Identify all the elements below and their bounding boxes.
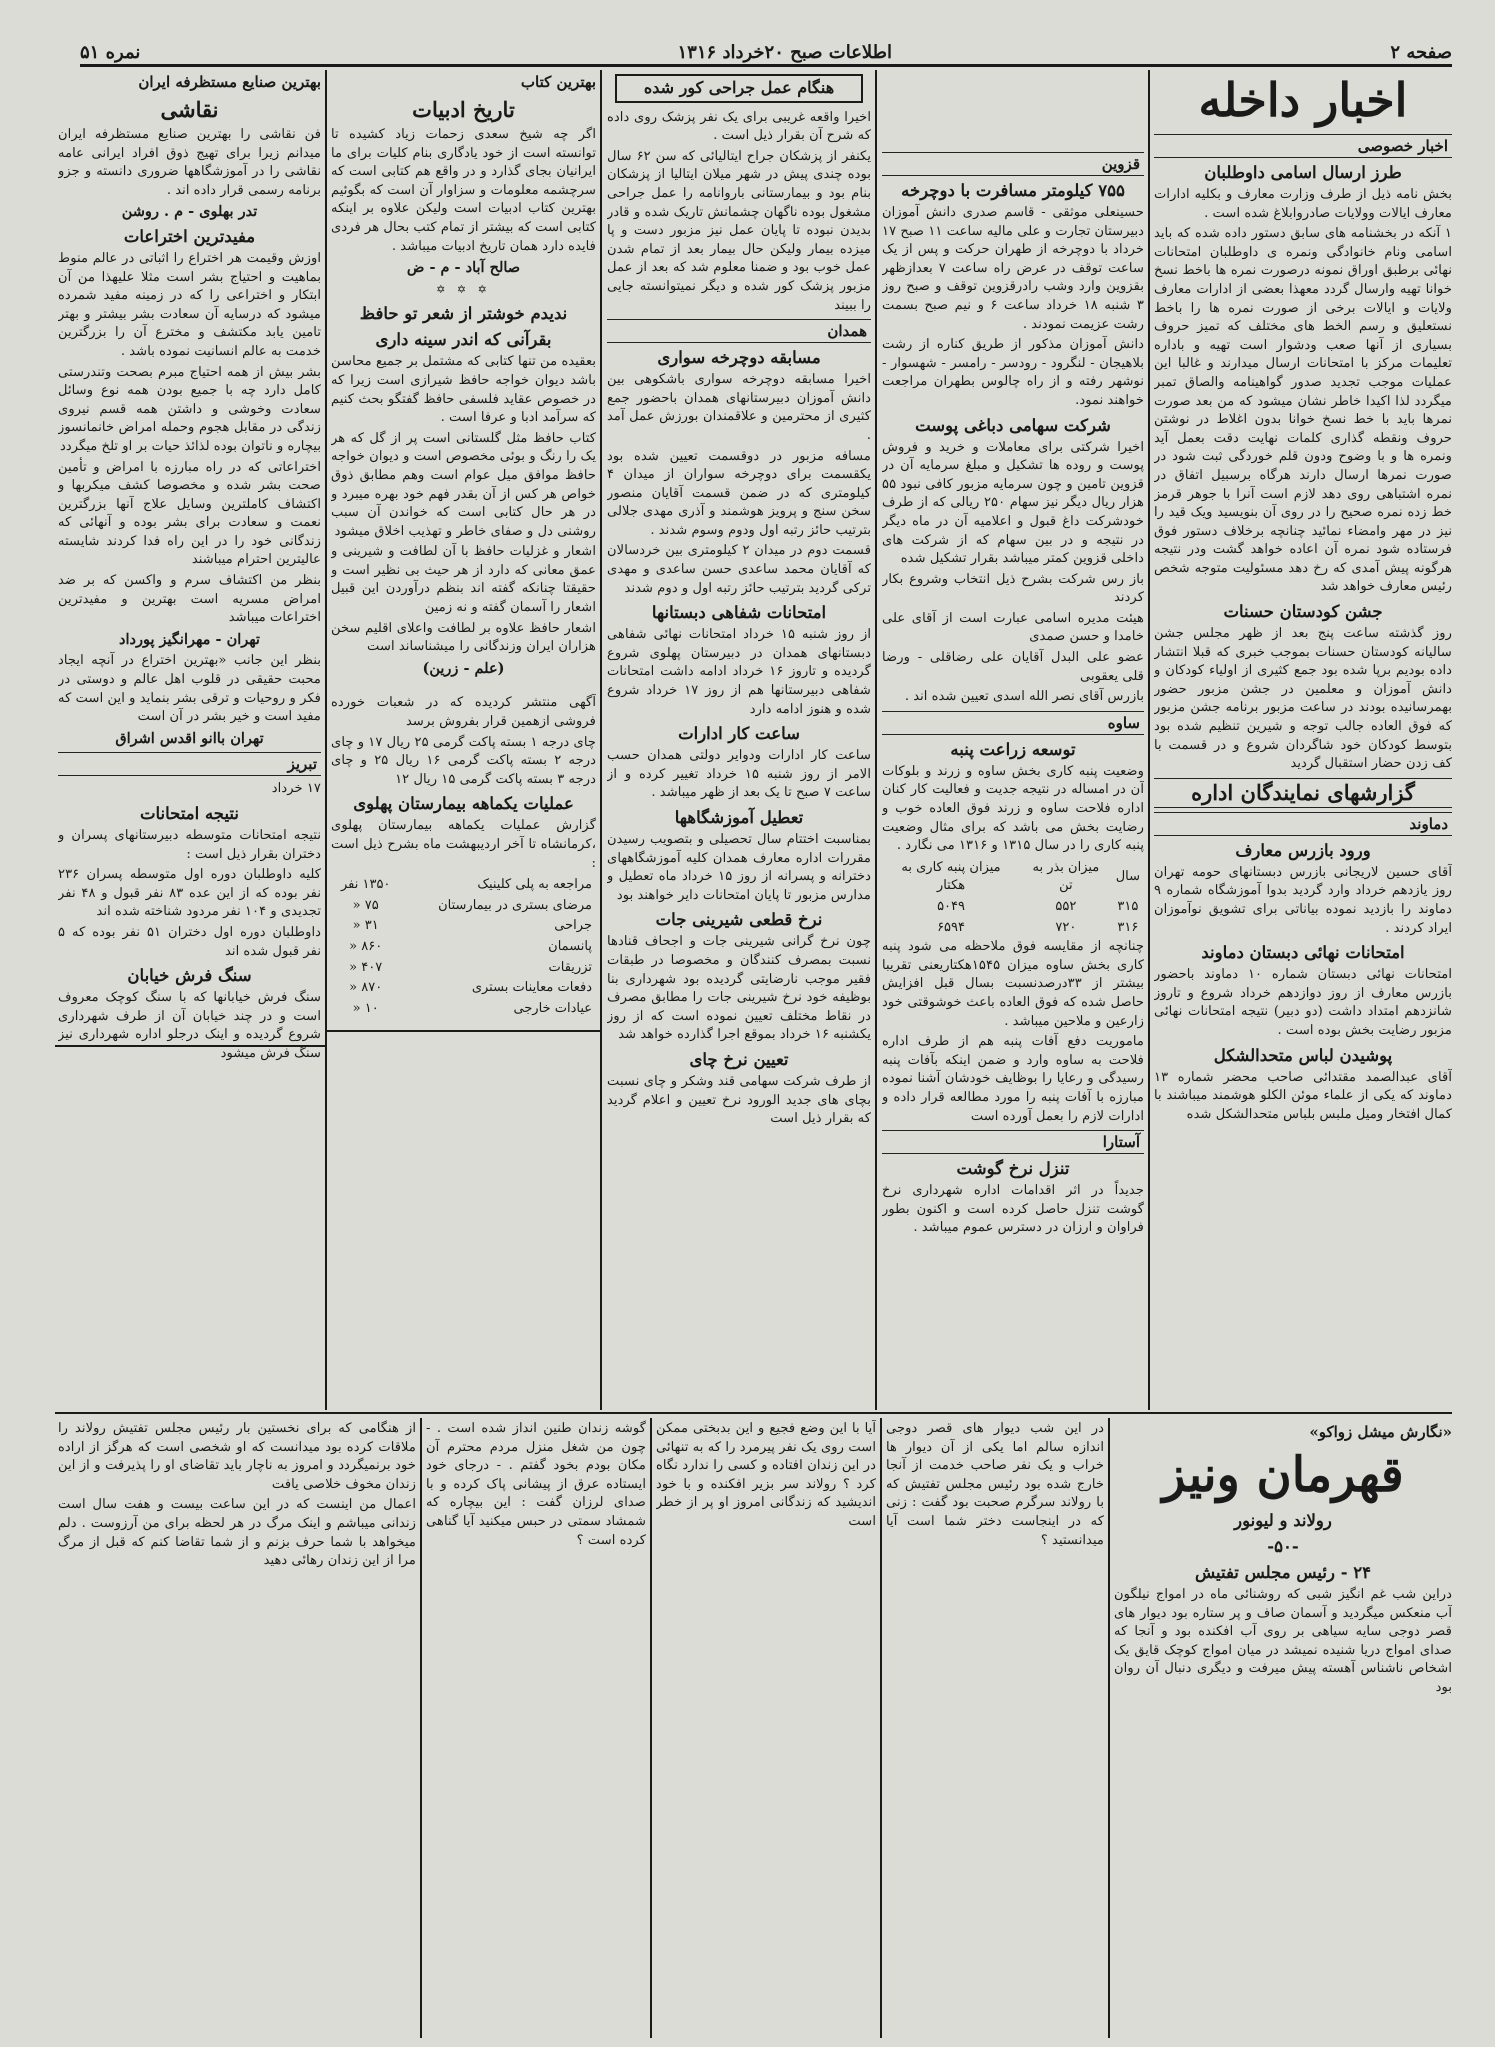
serial-text: از هنگامی که برای نخستین بار رئیس مجلس تفتیش رولاند را ملاقات کرده بود میدانست که او شخصی است که هرگز از اراده خود برنمیگردد و امروز به ناچار باید تقاضای او را پذیرفت و از این زندان مخوف خلاصی یافت xyxy=(58,1421,416,1492)
table-header: میزان بذر به تن xyxy=(1032,859,1100,894)
serial-column xyxy=(426,1420,646,2038)
article-heading: امتحانات نهائی دبستان دماوند xyxy=(1201,943,1405,963)
column-literature xyxy=(331,70,596,1408)
table-cell: ۳۱۵ xyxy=(1117,899,1139,914)
header-rule xyxy=(80,64,1452,67)
article-text: اگر چه شیخ سعدی زحمات زیاد کشیده تا توانسته است از خود یادگاری بنام کلیات برای ما ایرانیان بجای گذارد و در واقع هم کتابی است که سرچشمه معلومات و سزاوار آن است که بگوئیم بهترین کتاب ادبیات است ولیکن علاوه بر اینکه کتابی است که بیشتر از تمام کتب بحال هر فردی فایده دارد همان تاریخ ادبیات میباشد . xyxy=(331,127,596,254)
article-text: امتحانات نهائی دبستان شماره ۱۰ دماوند باحضور بازرس معارف از روز دوازدهم خرداد شروع و تاروز شانزدهم امتداد داشت (دو دبیر) نتیجه امتحانات نهائی مزبور رضایت بخش بوده است . xyxy=(1154,967,1452,1038)
table-row xyxy=(882,897,1144,918)
column-rule xyxy=(420,1418,422,2038)
table-row xyxy=(331,978,596,999)
column-contest xyxy=(58,70,321,1408)
article-text: بخش نامه ذیل از طرف وزارت معارف و بکلیه ادارات معارف ایالات وولایات صادروابلاغ شده است . xyxy=(1154,187,1452,221)
table-cell: دفعات معاینات بستری xyxy=(471,980,592,996)
article-heading: سنگ فرش خیابان xyxy=(127,966,252,986)
article-text: بشر بیش از همه احتیاج مبرم بصحت وتندرستی کامل دارد چه با جمیع بودن همه نوع وسائل سعادت وخوشی و داشتن همه قسم نیروی زندگی در مقابل هجوم وحمله امراض خانمانسوز بیچاره و ناتوان بوده لذائذ حیات بر او تلخ میگردد xyxy=(58,364,321,454)
table-cell: ۵۰۴۹ xyxy=(937,899,965,914)
article-heading: ساعت کار ادارات xyxy=(678,724,800,744)
table-cell: پانسمان xyxy=(548,938,592,954)
article-text: آقای عبدالصمد مقتدائی صاحب محضر شماره ۱۳ دماوند که یکی از علماء موئن الکلو هوشمند میباشند با کمال افتخار ومیل ملبس بلباس متحدالشکل شده xyxy=(1154,1069,1452,1122)
table-cell: ۱۳۵۰ نفر xyxy=(340,877,391,893)
article-text: بنظر من اکتشاف سرم و واکسن که بر ضد امراض مسریه است بهترین و مفیدترین اختراعات میباشد xyxy=(58,573,321,626)
article-heading: تنزل نرخ گوشت xyxy=(956,1159,1070,1179)
author-signature: تهران باانو اقدس اشراق xyxy=(115,729,264,747)
column-provinces xyxy=(882,148,1144,1408)
serial-text: دراین شب غم انگیز شبی که روشنائی ماه در امواج نیلگون آب منعکس میگردید و آسمان صاف و پر ستاره بود دیوار های قصر دوجی سایه سیاهی بر روی آب افکنده بود و آنجا که صدای امواج دریا شنیده نمیشد در میان امواج کوچک قایق یک اشخاص ناشناس آهسته پیش میرفت و دیگری دنبال آن روان بود xyxy=(1114,1587,1452,1695)
article-text: از طرف شرکت سهامی قند وشکر و چای نسبت بچای های جدید الورود نرخ تعیین و اعلام گردید که بقرار ذیل است xyxy=(607,1073,871,1127)
article-text: اخیرا شرکتی برای معاملات و خرید و فروش پوست و روده ها تشکیل و مبلغ سرمایه آن در قزوین تامین و چون سرمایه مزبور کافی نبود ۵۵ هزار ریال دیگر نیز سهام ۲۵۰ ریالی که از طرف خودشرکت داغ قبول و اعلامیه آن در ماه دیگر در نتیجه و در بین سهام که از شرکت های داخلی قزوین کمتر میباشد بقرار تشکیل شده xyxy=(882,439,1144,567)
article-text: اخیرا مسابقه دوچرخه سواری باشکوهی بین دانش آموزان دبیرستانهای همدان باحضور جمع کثیری از محترمین و علاقمندان بورزش عمل آمد . xyxy=(607,372,871,443)
column-domestic-news xyxy=(1154,70,1452,1408)
section-heading: ساوه xyxy=(882,711,1144,735)
serial-column xyxy=(886,1420,1104,2038)
article-text: اشعار و غزلیات حافظ با آن لطافت و شیرینی و عمق معانی که دارد از هر حیث بی نظیر است و حقیقتا چنانکه گفته اند بنظم درآوردن این قبیل اشعار را آسمان گفته و نه زمین xyxy=(331,544,596,616)
column-hamadan xyxy=(607,74,871,1408)
dateline: ۱۷ خرداد xyxy=(271,781,321,797)
section-heading: همدان xyxy=(607,319,871,343)
article-heading: بقرآنی که اندر سینه داری xyxy=(375,330,552,350)
article-text: اشعار حافظ علاوه بر لطافت واعلای اقلیم سخن هزاران ایران وزندگانی را میشناساند است xyxy=(331,620,596,655)
table-row xyxy=(331,916,596,937)
article-text: هیئت مدیره اسامی عبارت است از آقای علی خامدا و حسن صمدی xyxy=(882,610,1144,645)
table-cell: ۸۶۰ « xyxy=(349,938,383,954)
author-signature: صالح آباد - م - ض xyxy=(406,259,521,277)
column-rule xyxy=(880,1418,882,2038)
column-rule xyxy=(600,70,602,1410)
article-text: چون نرخ گرانی شیرینی جات و اجحاف قنادها نسبت بمصرف کنندگان و مخصوصا در طبقات فقیر موجب نارضایتی گردیده بود شهرداری بنا بوظیفه خود نرخ شیرینی جات را مطابق مصرف در نقاط مختلف تعیین نموده است که از روز یکشنبه ۱۶ خرداد بموقع اجرا گذارده خواهد شد xyxy=(607,934,871,1043)
article-text: جدیداً در اثر اقدامات اداره شهرداری نرخ گوشت تنزل حاصل کرده است و اکنون بطور فراوان و ارزان در دسترس عموم میباشد . xyxy=(882,1183,1144,1236)
article-text: از روز شنبه ۱۵ خرداد امتحانات نهائی شفاهی دبستانهای همدان در دبیرستان پهلوی شروع گردیده و تاروز ۱۶ خرداد ادامه داشت امتحانات شفاهی دبیرستانها هم از روز ۱۷ خرداد شروع شده و هنوز ادامه دارد xyxy=(607,627,871,717)
section-heading: تبریز xyxy=(58,752,321,776)
serial-kicker: «نگارش میشل زواکو» xyxy=(1309,1423,1452,1441)
article-heading: نقاشی xyxy=(160,97,219,122)
cotton-table xyxy=(882,858,1144,938)
section-heading: قزوین xyxy=(882,152,1144,176)
article-heading: توسعه زراعت پنبه xyxy=(950,739,1076,759)
article-text: بعقیده من تنها کتابی که مشتمل بر جمیع محاسن باشد دیوان خواجه حافظ شیرازی است زیرا که در خصوص عقاید فلسفی حافظ گفتگو بحث کنیم که سرآمد ادبا و عرفا است . xyxy=(331,354,596,426)
table-cell: ۷۵ « xyxy=(352,897,379,913)
article-text: روز گذشته ساعت پنج بعد از ظهر مجلس جشن سالیانه کودستان حسنات بموجب خبری که قبلا انتشار داده بودیم برپا شده بود جمع کثیری از اولیاء کودکان و دانش آموزان و معلمین در جشن مزبور حضور بهمرسانیده بودند در ساعت مزبور برنامه جشن مزبور که فوق العاده جالب توجه و شیرین تنظیم شده بود بتوسط کودکان خود شاگردان شروع و در قسمت با کف زدن حضار استقبال گردید xyxy=(1154,626,1452,772)
table-row xyxy=(331,896,596,917)
article-text: نتیجه امتحانات متوسطه دبیرستانهای پسران و دختران بقرار ذیل است : xyxy=(58,828,321,862)
article-text: اخیرا واقعه غریبی برای یک نفر پزشک روی داده که شرح آن بقرار ذیل است . xyxy=(607,109,871,144)
article-text: داوطلبان دوره اول دختران ۵۱ نفر بوده که ۵ نفر قبول شده اند xyxy=(58,924,321,959)
section-masthead: اخبار داخله xyxy=(1198,73,1408,127)
article-text: قسمت دوم در میدان ۲ کیلومتری بین خردسالان که آقایان محمد ساعدی حسن ساعدی و مهدی ترکی گردید بترتیب حائز رتبه اول و دوم شدند xyxy=(607,543,871,596)
article-text: یکنفر از پزشکان جراح ایتالیائی که سن ۶۲ سال بوده چندی پیش در شهر میلان ایتالیا از پزشکان بنام بود و بیمارستانی باروانامه را عمل جراحی مشغول بوده ناگهان چشمانش تاریک شده و قادر بدیدن نبوده تا پایان عمل نیز مزبور دست و پا میزده بیمار ولیکن حال بیمار بعد از تمام شدن عمل خوب بود و ضمنا معلوم شد که بعد از عمل مزبور پزشک کور شده و دیگر نمیتوانسته جایی را ببیند xyxy=(607,148,871,313)
table-cell: تزریقات xyxy=(548,959,592,975)
table-row xyxy=(331,875,596,896)
column-rule xyxy=(325,70,327,1410)
newspaper-title: اطلاعات صبح ۲۰خرداد ۱۳۱۶ xyxy=(677,42,892,63)
article-heading: تعطیل آموزشگاهها xyxy=(674,808,804,827)
table-cell: ۵۵۲ xyxy=(1055,899,1077,914)
article-text: کلیه داوطلبان دوره اول متوسطه پسران ۲۳۶ نفر بوده که از این عده ۸۳ نفر قبول و ۴۸ نفر تجدیدی و ۱۰۴ نفر مردود شناخته شده اند xyxy=(58,867,321,920)
column-rule xyxy=(650,1418,652,2038)
table-cell: ۴۰۷ « xyxy=(349,959,383,975)
table-header: سال xyxy=(1115,869,1140,885)
article-heading: تعیین نرخ چای xyxy=(689,1049,789,1069)
article-heading: امتحانات شفاهی دبستانها xyxy=(651,603,827,623)
author-signature: تدر بهلوی - م . روشن xyxy=(121,203,258,221)
article-text: ۱ آنکه در بخشنامه های سابق دستور داده شده که باید اسامی ونام خانوادگی ونمره ی داوطلبان امتحانات نهائی برطبق اوراق نمونه درصورت نمره ها باخط نسخ خوانا تهیه وارسال گردد معهذا بعضی از ادارات معارف ولایات و ایالات برخی از صورت نمره ها را باخط نستعلیق و رسم الخط های مختلف که تمیز حروف بسیاری از آنها صعب ودشوار است تهیه و باداره تعلیمات مرکز با امتحانات ارسال میدارند و غالبا این عملیات موجب تجدید صدور گواهینامه والصاق تمبر میگردد لذا اکیدا خاطر نشان میشود که من بعد صورت نمرها باید با خط نسخ خوانا بدون اغلاط در نوشتن حروف ونقطه گذاری کلمات نهایت دقت بعمل آید ونمره ها و با وضوح ودون قلم خوردگی ثبت شود در صورت نمرها ارسال دارند هرگاه برسبیل اتفاق در نمره اشتباهی روی دهد لازم است آنرا با جوهر قرمز خط زده نمره صحیح را در روی آن بنویسید ویک قید را نیز در مهر وامضاء نمائید چنانچه برخلاف دستور فوق فرستاده شود نمره آن اعاده خواهد گشت ودر نتیجه هرگونه پیش آمدی که رخ دهد مسئولیت متوجه شخص رئیس معارف خواهد شد xyxy=(1154,226,1452,595)
article-heading: ندیدم خوشتر از شعر تو حافظ xyxy=(359,304,568,324)
article-text: مسافه مزبور در دوقسمت تعیین شده بود یکقسمت برای دوچرخه سواران از میدان ۴ کیلومتری که در ضمن قسمت آقایان منصور سخن سنج و پرویز هوشمند و آذری مهدی جلالی بترتیب حائز رتبه اول ودوم وسوم شدند . xyxy=(607,448,871,538)
article-text: حسینعلی موثقی - قاسم صدری دانش آموزان دبیرستان تجارت و علی مالیه ساعت ۱۱ صبح ۱۷ خرداد با دوچرخه از طهران حرکت و پس از یک ساعت توقف در عرض راه ساعت ۷ بعدازظهر بقزوین وارد وشب رادرقزوین توقف و صبح روز ۳ شنبه ۱۸ خرداد ساعت ۶ و نیم صبح بسمت رشت عزیمت نمودند . xyxy=(882,205,1144,332)
page-header xyxy=(80,42,1452,64)
table-cell: مرضای بستری در بیمارستان xyxy=(438,897,592,913)
table-cell: عیادات خارجی xyxy=(513,1000,592,1016)
article-text: باز رس شرکت بشرح ذیل انتخاب وشروع بکار کردند xyxy=(882,571,1144,606)
article-text: اختراعاتی که در راه مبارزه با امراض و تأمین صحت بشر شده و مخصوصا کشف میکربها و اکتشاف کاملترین وسایل علاج آنها بزرگترین نعمت و سعادت برای بشر بوده و آنهائی که زندگانی خود را در این راه فدا کردند شایسته عالیترین احترام میباشند xyxy=(58,459,321,568)
article-heading: ورود بازرس معارف xyxy=(1235,840,1371,860)
boxed-headline: هنگام عمل جراحی کور شده xyxy=(615,74,863,103)
section-heading: آستارا xyxy=(882,1130,1144,1154)
table-cell: ۳۱۶ xyxy=(1117,919,1139,935)
article-text: ماموریت دفع آفات پنبه هم از طرف اداره فلاحت به ساوه وارد و ضمن اینکه بآفات پنبه رسیدگی و رعایا را بوظایف خودشان آشنا نموده مبارزه با آفات پنبه را مورد مطالعه قرار داده و ادارات لازم را بعمل آورده است xyxy=(882,1034,1144,1124)
chapter-heading: ۲۴ - رئیس مجلس تفتیش xyxy=(1194,1563,1372,1582)
author-signature: (علم - زرین) xyxy=(422,659,505,677)
serial-title-block xyxy=(1114,1420,1452,2038)
article-heading: ۷۵۵ کیلومتر مسافرت با دوچرخه xyxy=(901,181,1125,200)
article-text: کتاب حافظ مثل گلستانی است پر از گل که هر یک را رنگ و بوئی مخصوص است و دیوان خواجه حافظ موافق میل عوام است وهم مطابق ذوق خواص هر کس از آن بقدر فهم خود بهره میبرد و در هر حال کتابی است که خواندن آن سبب روشنی دل و صفای خاطر و تهذیب اخلاق میشود xyxy=(331,430,596,539)
table-cell: مراجعه به پلی کلینیک xyxy=(477,877,592,893)
article-text: گزارش عملیات یکماهه بیمارستان پهلوی ،کرمانشاه تا آخر اردیبهشت ماه بشرح ذیل است : xyxy=(331,818,596,871)
page-number: صفحه ۲ xyxy=(1390,42,1452,63)
table-row xyxy=(882,918,1144,939)
article-text: عضو علی البدل آقایان علی رضاقلی - ورضا قلی یعقوبی xyxy=(882,650,1144,684)
hospital-stats-table xyxy=(331,875,596,1019)
serial-subtitle: رولاند و لیونور xyxy=(1234,1511,1332,1530)
article-text: بمناسبت اختتام سال تحصیلی و بتصویب رسیدن مقررات اداره معارف همدان کلیه آموزشگاههای دخترانه و پسرانه از روز ۱۵ خرداد ماه تعطیل و مدارس مزبور تا پایان امتحانات دایر خواهند بود xyxy=(607,832,871,903)
article-heading: طرز ارسال اسامی داوطلبان xyxy=(1204,163,1402,182)
serial-column xyxy=(656,1420,876,2038)
article-text: آقای حسین لاریجانی بازرس دبستانهای حومه تهران روز یازدهم خرداد وارد گردید بدوا آموزشگاه شماره ۹ دماوند را بازدید نموده بیاناتی برای تشویق نوآموزان ایراد کردند . xyxy=(1154,864,1452,936)
table-cell: ۷۲۰ xyxy=(1055,919,1077,935)
section-heading: دماوند xyxy=(1154,812,1452,836)
table-row xyxy=(331,999,596,1020)
article-heading: شرکت سهامی دباغی پوست xyxy=(915,415,1111,435)
article-heading: عملیات یکماهه بیمارستان پهلوی xyxy=(353,794,574,814)
article-text: اوزش وقیمت هر اختراع را اثباتی در عالم منوط بماهیت و احتیاج بشر است مثلا علیهذا من آن ابتکار و اختراعی را که در زمینه مفید شمرده میشود که درسایه آن سعادت بشر بیشتر و بهتر تامین یابد مکتشف و مخترع آن را بزرگترین خدمت به عالم انسانیت نموده باشد . xyxy=(58,250,321,359)
article-heading: پوشیدن لباس متحدالشکل xyxy=(1213,1045,1393,1065)
article-heading: گزارشهای نمایندگان اداره xyxy=(1154,778,1452,808)
table-cell: جراحی xyxy=(554,918,592,934)
column-rule xyxy=(1148,70,1150,1410)
stars-divider: ✡ ✡ ✡ xyxy=(436,282,491,296)
article-text: دانش آموزان مذکور از طریق کناره از رشت بلاهیجان - لنگرود - رودسر - رامسر - شهسوار - نوشهر رفته و از راه چالوس بطهران مراجعت خواهند نمود. xyxy=(882,337,1144,408)
serial-text: اعمال من اینست که در این ساعت بیست و هفت سال است زندانی میباشم و اینک مرگ در هر لحظه برای من آرزوست . دلم میخواهد با شما حرف بزنم و از شما تقاضا کنم که قبل از مرگ مرا از این زندان رهائی دهید xyxy=(58,1497,416,1569)
article-heading: نتیجه امتحانات xyxy=(139,804,240,823)
fold-rule xyxy=(55,1412,1452,1414)
article-heading: نرخ قطعی شیرینی جات xyxy=(655,910,823,930)
table-cell: ۳۱ « xyxy=(352,918,379,934)
article-text: بازرس آقای نصر الله اسدی تعیین شده اند . xyxy=(904,689,1144,705)
table-row xyxy=(331,958,596,979)
serial-text: در این شب دیوار های قصر دوجی اندازه سالم اما یکی از آن دیوار ها خراب و یک نفر صاحب خدمت از آنجا خارج شده بود رئیس مجلس تفتیش که با رولاند سرگرم صحبت بود گفت : زنی که در اینجاست دختر شما است آیا میدانستید ؟ xyxy=(886,1421,1104,1548)
article-text: فن نقاشی را بهترین صنایع مستظرفه ایران میدانم زیرا برای تهیج ذوق افراد ایرانی عامه نقاشی را در آموزشگاهها ضروری دانسته و جزو برنامه رسمی قرار داده اند . xyxy=(58,127,321,198)
issue-number: نمره ۵۱ xyxy=(80,42,141,63)
table-cell: ۶۵۹۴ xyxy=(937,919,965,935)
article-heading: مفیدترین اختراعات xyxy=(123,226,256,246)
author-signature: تهران - مهرانگیز پورداد xyxy=(119,630,260,648)
section-kicker: بهترین صنایع مستظرفه ایران xyxy=(138,73,321,91)
section-kicker: بهترین کتاب xyxy=(520,73,596,91)
table-cell: ۸۷۰ « xyxy=(349,980,383,996)
table-cell: ۱۰ « xyxy=(352,1000,379,1016)
article-text: وضعیت پنبه کاری بخش ساوه و زرند و بلوکات آن در امساله در نتیجه جدیت و فعالیت کار کنان اداره فلاحت ساوه و زرند فوق العاده خوب و رضایت بخش می باشد که برای مثال وضعیت پنبه کاری را در سال ۱۳۱۵ و ۱۳۱۶ می نگارد . xyxy=(882,763,1144,854)
section-heading: اخبار خصوصی xyxy=(1154,134,1452,158)
serial-title: قهرمان ونیز xyxy=(1162,1447,1404,1503)
serial-text: آیا با این وضع فجیع و این بدبختی ممکن است روی یک نفر پیرمرد را که به تنهائی در این زندان افتاده و کسی را ندارد نگاه کرد ؟ رولاند سر بزیر افکنده و با خود اندیشید که زندگانی امروز او پر از خطر است xyxy=(656,1421,876,1529)
article-text: چنانچه از مقایسه فوق ملاحظه می شود پنبه کاری بخش ساوه میزان ۱۵۴۵هکتاریعنی تقریبا بیشتر از ۳۳درصدنسبت بسال قبل افزایش حاصل شده که فوق العاده باعث خوشوقتی خود زارعین و ملاحین میباشد . xyxy=(882,939,1144,1029)
table-header: میزان پنبه کاری به هکتار xyxy=(901,859,1001,894)
serial-number: -۵۰- xyxy=(1267,1537,1299,1556)
article-text: سنگ فرش خیابانها که با سنگ کوچک معروف است و در چند خیابان آن از طرف شهرداری شروع گردیده و اینک درجلو اداره شهرداری نیز سنگ فرش میشود xyxy=(58,990,321,1061)
serial-column xyxy=(58,1420,416,2038)
article-text: ساعت کار ادارات ودوایر دولتی همدان حسب الامر از روز شنبه ۱۵ خرداد تغییر کرده و از ساعت ۷ صبح تا یک بعد از ظهر میباشد . xyxy=(607,748,871,801)
table-row xyxy=(331,937,596,958)
serial-text: گوشه زندان طنین انداز شده است . - چون من شغل منزل مردم محترم آن مکان بودم بخود گفتم . - درجای خود ایستاده عرق از پیشانی پاک کرده و با صدای لرزان گفت : این بیچاره که شمشاد سمتی در حبس میکنید آیا گناهی کرده است ؟ xyxy=(426,1421,646,1548)
column-rule xyxy=(875,70,877,1410)
table-header-row xyxy=(882,858,1144,897)
article-text: بنظر این جانب «بهترین اختراع در آنچه ایجاد محبت حقیقی در قلوب اهل عالم و دوستی در فکر و روحیات و ترقی بشر بنماید و این است که مفید است و خیر بشر در آن است xyxy=(58,653,321,725)
article-heading: مسابقه دوچرخه سواری xyxy=(657,348,821,368)
article-heading: تاریخ ادبیات xyxy=(412,97,515,122)
article-text: آگهی منتشر کردیده که در شعبات خورده فروشی ازهمین قرار بفروش برسد xyxy=(331,695,596,730)
article-heading: جشن کودستان حسنات xyxy=(1223,602,1383,622)
article-text: چای درجه ۱ بسته پاکت گرمی ۲۵ ریال ۱۷ و چای درجه ۲ بسته پاکت گرمی ۱۶ ریال ۲۵ و چای درجه ۳ بسته پاکت گرمی ۱۵ ریال ۱۲ xyxy=(331,734,596,787)
column-rule xyxy=(1108,1418,1110,2038)
